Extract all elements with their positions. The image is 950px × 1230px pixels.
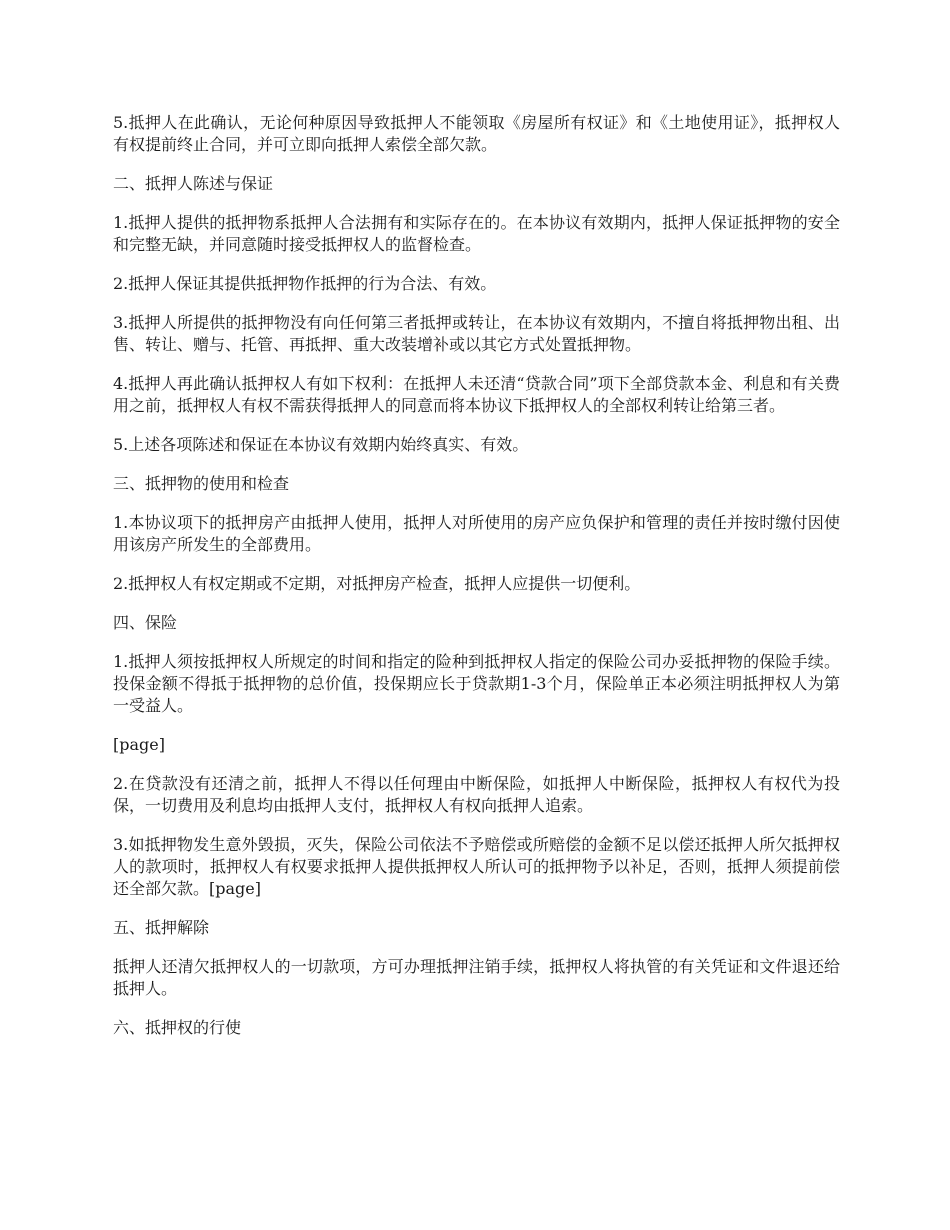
section-heading: 三、抵押物的使用和检查 bbox=[113, 474, 290, 493]
section-heading: 五、抵押解除 bbox=[113, 918, 210, 937]
page-marker: [page] bbox=[113, 735, 165, 754]
clause-paragraph: 3.抵押人所提供的抵押物没有向任何第三者抵押或转让，在本协议有效期内，不擅自将抵押物出租、出售、转让、赠与、托管、再抵押、重大改装增补或以其它方式处置抵押物。 bbox=[113, 313, 840, 354]
clause-paragraph: 1.本协议项下的抵押房产由抵押人使用，抵押人对所使用的房产应负保护和管理的责任并按时缴付因使用该房产所发生的全部费用。 bbox=[113, 513, 840, 554]
clause-paragraph: 2.抵押人保证其提供抵押物作抵押的行为合法、有效。 bbox=[113, 274, 497, 293]
section-heading: 四、保险 bbox=[113, 613, 178, 632]
clause-paragraph: 2.抵押权人有权定期或不定期，对抵押房产检查，抵押人应提供一切便利。 bbox=[113, 574, 641, 593]
clause-paragraph: 3.如抵押物发生意外毁损，灭失，保险公司依法不予赔偿或所赔偿的金额不足以偿还抵押人所欠抵押权人的款项时，抵押权人有权要求抵押人提供抵押权人所认可的抵押物予以补足，否则，抵押人须提前偿还全部欠款。[page] bbox=[113, 835, 840, 898]
section-heading: 二、抵押人陈述与保证 bbox=[113, 174, 274, 193]
section-heading: 六、抵押权的行使 bbox=[113, 1018, 242, 1037]
clause-paragraph: 1.抵押人提供的抵押物系抵押人合法拥有和实际存在的。在本协议有效期内，抵押人保证抵押物的安全和完整无缺，并同意随时接受抵押权人的监督检查。 bbox=[113, 213, 840, 254]
document-page bbox=[113, 112, 840, 1056]
clause-paragraph: 5.抵押人在此确认，无论何种原因导致抵押人不能领取《房屋所有权证》和《土地使用证》，抵押权人有权提前终止合同，并可立即向抵押人索偿全部欠款。 bbox=[113, 113, 840, 154]
clause-paragraph: 4.抵押人再此确认抵押权人有如下权利：在抵押人未还清“贷款合同”项下全部贷款本金、利息和有关费用之前，抵押权人有权不需获得抵押人的同意而将本协议下抵押权人的全部权利转让给第三者。 bbox=[113, 374, 840, 415]
clause-paragraph: 2.在贷款没有还清之前，抵押人不得以任何理由中断保险，如抵押人中断保险，抵押权人有权代为投保，一切费用及利息均由抵押人支付，抵押权人有权向抵押人追索。 bbox=[113, 774, 840, 815]
clause-paragraph: 5.上述各项陈述和保证在本协议有效期内始终真实、有效。 bbox=[113, 435, 529, 454]
clause-paragraph: 1.抵押人须按抵押权人所规定的时间和指定的险种到抵押权人指定的保险公司办妥抵押物的保险手续。投保金额不得抵于抵押物的总价值，投保期应长于贷款期1-3个月，保险单正本必须注明抵押权人为第一受益人。 bbox=[113, 652, 840, 715]
clause-paragraph: 抵押人还清欠抵押权人的一切款项，方可办理抵押注销手续，抵押权人将执管的有关凭证和文件退还给抵押人。 bbox=[113, 957, 840, 998]
